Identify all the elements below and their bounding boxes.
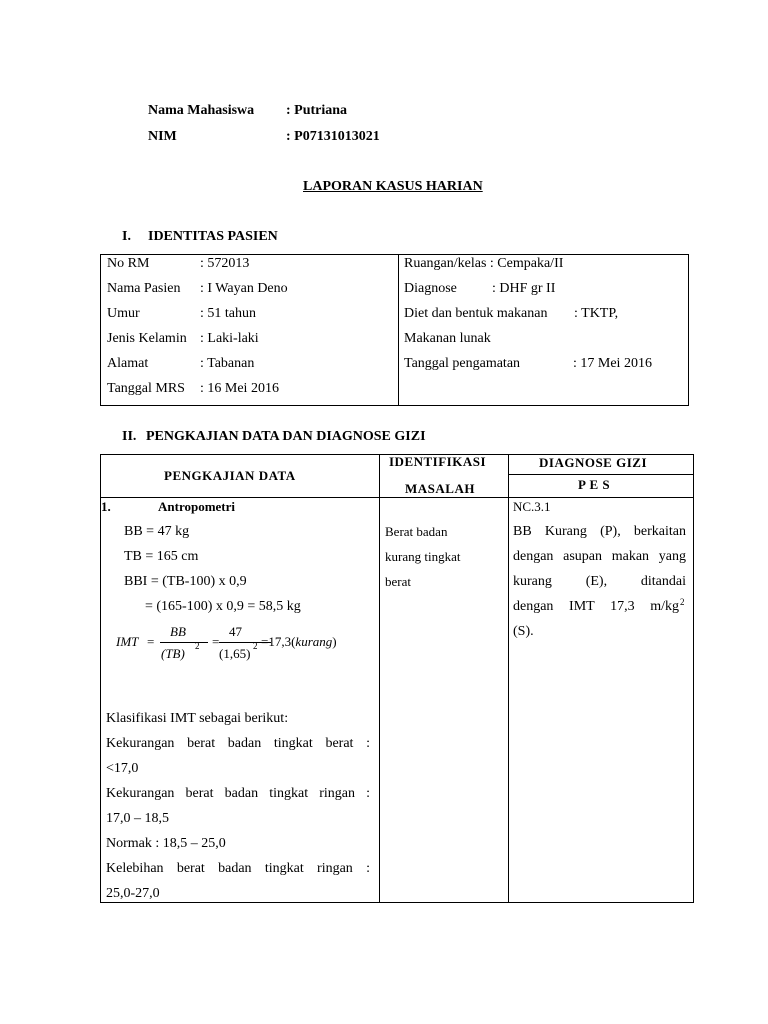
diagnosis-line-1: BB Kurang (P), berkaitan [513,524,686,539]
admission-date-value: : 16 Mei 2016 [200,381,279,396]
nim-value: : P07131013021 [286,129,380,144]
observation-date-value: : 17 Mei 2016 [573,356,652,371]
item-number: 1. [101,499,111,514]
imt-den-tb: (TB) [161,646,185,661]
imt-formula: IMT = BB (TB) 2 = 47 (1,65) 2 =17,3(kurang) [116,624,337,661]
class-overweight-mild-range: 25,0-27,0 [106,886,160,901]
table-divider-2 [508,455,509,902]
observation-date-label: Tanggal pengamatan [404,356,521,371]
imt-result: =17,3( [261,634,296,649]
age-value: : 51 tahun [200,306,256,321]
ideal-weight-formula: BBI = (TB-100) x 0,9 [124,574,247,589]
section2-heading: PENGKAJIAN DATA DAN DIAGNOSE GIZI [146,429,426,444]
diagnosis-line-4: dengan IMT 17,3 m/kg [513,599,679,614]
admission-date-label: Tanggal MRS [107,381,185,396]
class-underweight-severe-range: <17,0 [106,761,139,776]
student-name-label: Nama Mahasiswa [148,103,255,118]
col-header-ident-2: MASALAH [405,481,475,496]
class-overweight-mild: Kelebihan berat badan tingkat ringan : [106,861,370,876]
body-weight: BB = 47 kg [124,524,190,539]
imt-num-47: 47 [229,624,242,639]
diagnose-label: Diagnose [404,281,457,296]
patient-name-label: Nama Pasien [107,281,181,296]
diet-value: : TKTP, [574,306,619,321]
imt-exp-2: 2 [253,641,258,651]
diagnose-value: : DHF gr II [492,281,556,296]
problem-line-1: Berat badan [385,524,448,539]
section1-heading: IDENTITAS PASIEN [148,229,278,244]
item-title: Antropometri [158,499,236,514]
section1-number: I. [122,229,131,244]
imt-num-bb: BB [170,624,186,639]
student-name-value: : Putriana [286,103,348,118]
imt-kurang: kurang [295,634,333,649]
ideal-weight-result: = (165-100) x 0,9 = 58,5 kg [145,599,301,614]
room-class: Ruangan/kelas : Cempaka/II [404,256,564,271]
identity-divider [398,255,399,405]
class-normal: Normak : 18,5 – 25,0 [106,836,226,851]
problem-line-2: kurang tingkat [385,549,461,564]
address-value: : Tabanan [200,356,255,371]
diagnosis-sign: (S). [513,624,534,639]
report-title: LAPORAN KASUS HARIAN [303,179,483,194]
no-rm-label: No RM [107,256,150,271]
imt-close: ) [332,634,337,649]
address-label: Alamat [107,356,149,371]
gender-label: Jenis Kelamin [107,331,187,346]
col-header-diag: DIAGNOSE GIZI [539,455,647,470]
header-bottom-line [101,497,693,498]
class-underweight-mild-range: 17,0 – 18,5 [106,811,169,826]
no-rm-value: : 572013 [200,256,250,271]
diagnosis-superscript: 2 [680,597,685,607]
imt-exp-1: 2 [195,641,200,651]
diagnosis-line-3: kurang (E), ditandai [513,574,686,589]
col-header-pes: P E S [578,477,611,492]
diagnosis-line-2: dengan asupan makan yang [513,549,686,564]
diet-continuation: Makanan lunak [404,331,491,346]
problem-line-3: berat [385,574,411,589]
diet-label: Diet dan bentuk makanan [404,306,548,321]
section2-number: II. [122,429,137,444]
age-label: Umur [107,306,140,321]
table-divider-1 [379,455,380,902]
col-header-data: PENGKAJIAN DATA [164,468,296,483]
col-header-ident-1: IDENTIFIKASI [389,454,487,469]
classification-title: Klasifikasi IMT sebagai berikut: [106,711,289,726]
diagnosis-code: NC.3.1 [513,499,551,514]
diag-header-split [508,474,693,475]
patient-identity-table [100,254,689,406]
imt-den-165: (1,65) [219,646,251,661]
imt-lhs: IMT [116,634,139,649]
patient-name-value: : I Wayan Deno [200,281,288,296]
gender-value: : Laki-laki [200,331,259,346]
body-height: TB = 165 cm [124,549,199,564]
class-underweight-severe: Kekurangan berat badan tingkat berat : [106,736,370,751]
class-underweight-mild: Kekurangan berat badan tingkat ringan : [106,786,370,801]
nim-label: NIM [148,129,177,144]
